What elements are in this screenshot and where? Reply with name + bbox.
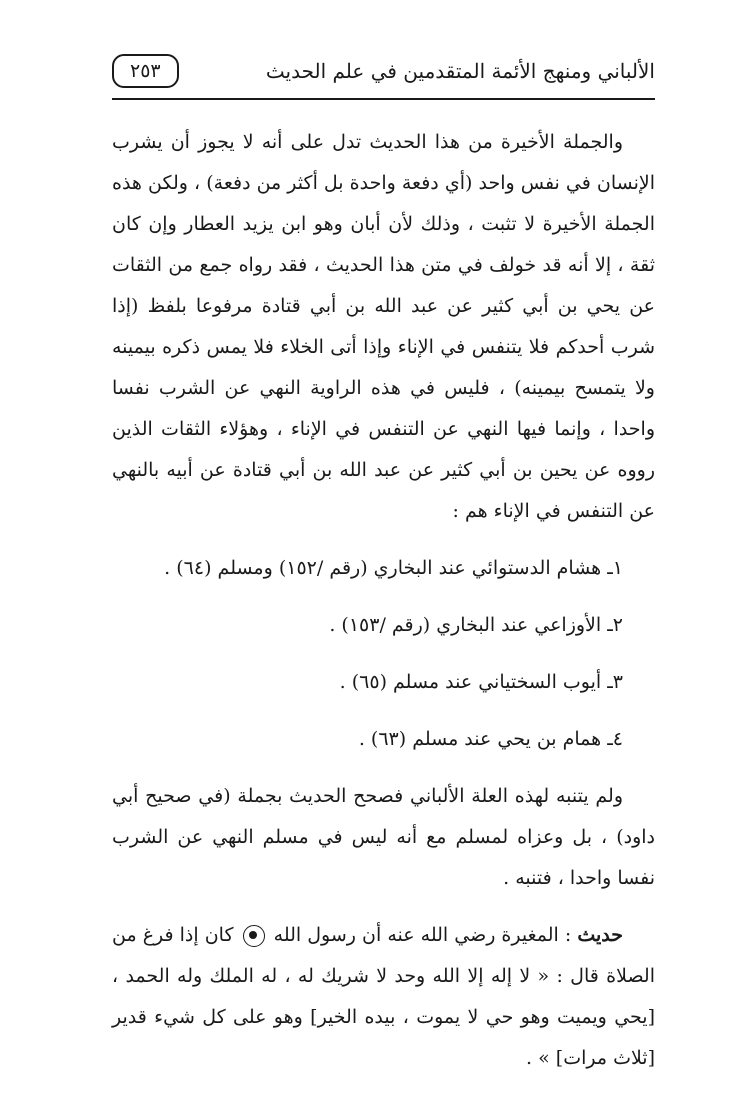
- hadith-text-2: كان إذا فرغ من الصلاة قال : « لا إله إلا الله وحد لا شريك له ، له الملك وله الحمد ، [يحي ويميت وهو حي لا يموت ، بيده الخير] وهو على كل شيء قدير [ثلاث مرات] » .: [112, 924, 655, 1069]
- hadith-lead: حديث: [577, 924, 624, 946]
- page-number: ٢٥٣: [112, 54, 179, 88]
- hadith-text-1: : المغيرة رضي الله عنه أن رسول الله: [273, 924, 578, 946]
- list-item: ٢ـ الأوزاعي عند البخاري (رقم /١٥٣) .: [329, 614, 623, 636]
- paragraph-2: ولم يتنبه لهذه العلة الألباني فصحح الحديث بجملة (في صحيح أبي داود) ، بل وعزاه لمسلم مع أنه ليس في مسلم النهي عن الشرب نفسا واحدا ، فتنبه .: [112, 785, 655, 889]
- list-item: ٣ـ أيوب السختياني عند مسلم (٦٥) .: [339, 671, 623, 693]
- list-item: ١ـ هشام الدستوائي عند البخاري (رقم /١٥٢) ومسلم (٦٤) .: [164, 557, 623, 579]
- list-item: ٤ـ همام بن يحي عند مسلم (٦٣) .: [358, 728, 623, 750]
- hadith-paragraph: [112, 915, 655, 1079]
- page-body: [112, 122, 655, 1079]
- running-title: الألباني ومنهج الأئمة المتقدمين في علم الحديث: [265, 59, 655, 83]
- page-header: [112, 44, 655, 98]
- paragraph-1: والجملة الأخيرة من هذا الحديث تدل على أنه لا يجوز أن يشرب الإنسان في نفس واحد (أي دفعة واحدة بل أكثر من دفعة) ، ولكن هذه الجملة الأخيرة لا تثبت ، وذلك لأن أبان وهو ابن يزيد العطار وإن كان ثقة ، إلا أنه قد خولف في متن هذا الحديث ، فقد رواه جمع من الثقات عن يحي بن أبي كثير عن عبد الله بن أبي قتادة مرفوعا بلفظ (إذا شرب أحدكم فلا يتنفس في الإناء وإذا أتى الخلاء فلا يمس ذكره بيمينه ولا يتمسح بيمينه) ، فليس في هذه الراوية النهي عن الشرب نفسا واحدا ، وإنما فيها النهي عن التنفس في الإناء ، وهؤلاء الثقات الذين رووه عن يحين بن أبي كثير عن عبد الله بن أبي قتادة عن أبيه بالنهي عن التنفس في الإناء هم :: [112, 131, 655, 522]
- header-rule: [112, 98, 655, 100]
- salla-symbol-icon: [243, 925, 265, 947]
